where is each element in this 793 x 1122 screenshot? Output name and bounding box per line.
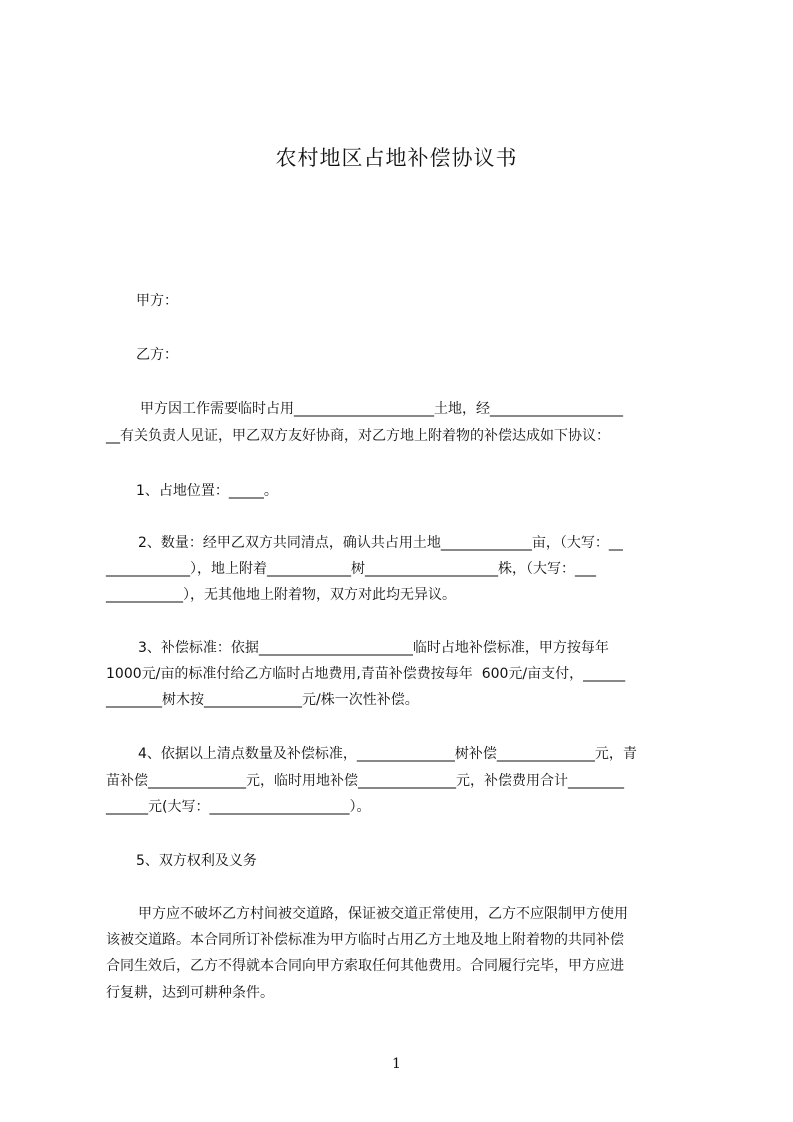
- clause-4-line-3: ______元(大写：____________________）。: [106, 799, 371, 815]
- clause-2-line-3: ___________），无其他地上附着物，双方对此均无异议。: [106, 587, 456, 603]
- page-number: 1: [392, 1056, 401, 1072]
- intro-line-2: __有关负责人见证，甲乙双方友好协商，对乙方地上附着物的补偿达成如下协议：: [106, 428, 610, 444]
- clause-5-title: 5、双方权利及义务: [136, 853, 257, 869]
- clause-2-line-1: 2、数量：经甲乙双方共同清点，确认共占用土地_____________亩，（大写：__: [138, 535, 623, 551]
- clause-3-line-2: 1000元/亩的标准付给乙方临时占地费用,青苗补偿费按每年 600元/亩支付，______: [106, 666, 626, 682]
- document-title: 农村地区占地补偿协议书: [275, 146, 518, 170]
- intro-line-1: 甲方因工作需要临时占用____________________土地，经___________________: [140, 401, 623, 417]
- party-a-label: 甲方：: [136, 293, 178, 309]
- party-b-label: 乙方：: [136, 347, 178, 363]
- clause-2-line-2: ____________），地上附着____________树___________________株，（大写：___: [106, 561, 596, 577]
- clause-3-line-1: 3、补偿标准：依据______________________临时占地补偿标准，甲方按每年: [138, 640, 609, 656]
- clause-1: 1、占地位置：_____。: [136, 483, 278, 499]
- clause-4-line-2: 苗补偿______________元，临时用地补偿______________元，补偿费用合计________: [106, 773, 624, 789]
- clause-3-line-3: ________树木按______________元/株一次性补偿。: [106, 692, 419, 708]
- clause-4-line-1: 4、依据以上清点数量及补偿标准，______________树补偿______________元，青: [138, 746, 637, 762]
- clause-5-body-line-4: 行复耕，达到可耕种条件。: [106, 985, 274, 1001]
- clause-5-body-line-2: 该被交道路。本合同所订补偿标准为甲方临时占用乙方土地及地上附着物的共同补偿: [106, 932, 624, 948]
- clause-5-body-line-3: 合同生效后，乙方不得就本合同向甲方索取任何其他费用。合同履行完毕，甲方应进: [106, 958, 624, 974]
- clause-5-body-line-1: 甲方应不破坏乙方村间被交道路，保证被交道正常使用，乙方不应限制甲方使用: [138, 906, 628, 922]
